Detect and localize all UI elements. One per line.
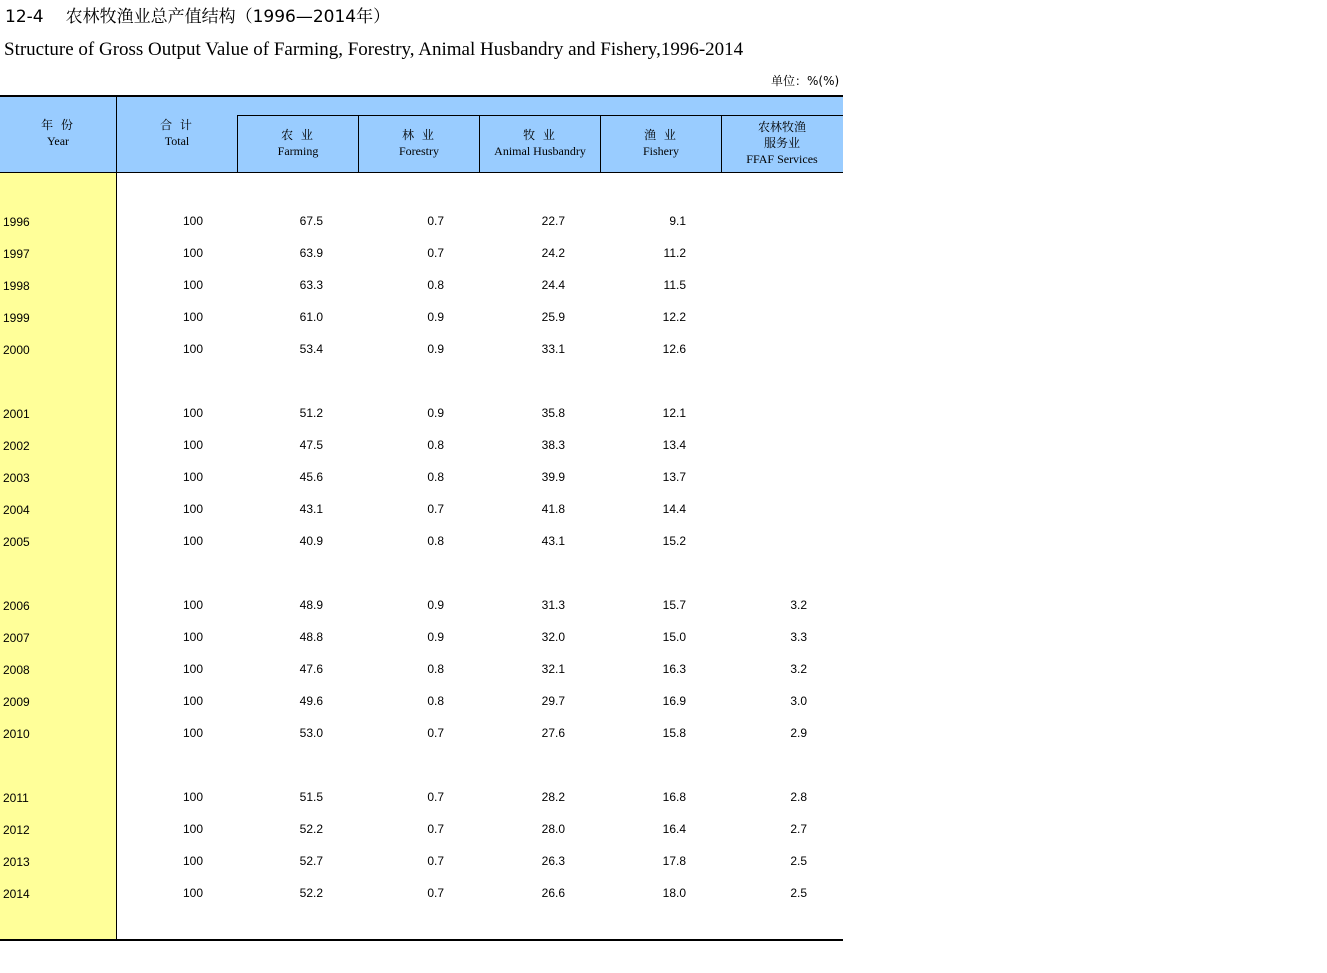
header-year-en: Year	[46, 134, 70, 148]
ffaf-services-cell: 2.5	[790, 854, 807, 868]
fishery-cell: 16.9	[662, 694, 686, 708]
total-cell: 100	[182, 502, 203, 516]
animal-husbandry-cell: 28.2	[541, 790, 565, 804]
year-cell: 2007	[3, 631, 30, 645]
total-cell: 100	[182, 726, 203, 740]
animal-husbandry-cell: 24.2	[541, 246, 565, 260]
fishery-cell: 15.0	[662, 630, 686, 644]
fishery-cell: 18.0	[662, 886, 686, 900]
animal-husbandry-cell: 25.9	[541, 310, 565, 324]
farming-cell: 47.5	[299, 438, 323, 452]
animal-husbandry-cell: 35.8	[541, 406, 565, 420]
farming-cell: 63.9	[299, 246, 323, 260]
forestry-cell: 0.7	[427, 822, 444, 836]
fishery-cell: 14.4	[662, 502, 686, 516]
header-forestry-en: Forestry	[399, 144, 439, 158]
table-title-chinese-text: 农林牧渔业总产值结构（1996—2014年）	[65, 7, 391, 27]
ffaf-services-cell: 3.3	[790, 630, 807, 644]
year-cell: 2010	[3, 727, 30, 741]
year-cell: 2001	[3, 407, 30, 421]
forestry-cell: 0.9	[427, 630, 444, 644]
fishery-cell: 17.8	[662, 854, 686, 868]
header-animal-en: Animal Husbandry	[494, 144, 586, 158]
fishery-cell: 13.7	[662, 470, 686, 484]
ffaf-services-cell: 2.8	[790, 790, 807, 804]
fishery-cell: 16.3	[662, 662, 686, 676]
total-cell: 100	[182, 822, 203, 836]
ffaf-services-cell: 2.5	[790, 886, 807, 900]
header-animal-zh: 牧 业	[523, 128, 557, 142]
table-number: 12-4	[5, 7, 44, 27]
header-farming-en: Farming	[277, 144, 319, 158]
animal-husbandry-cell: 24.4	[541, 278, 565, 292]
header-year-zh: 年 份	[41, 118, 75, 132]
year-cell: 1997	[3, 247, 30, 261]
header-animal-husbandry	[480, 127, 600, 159]
total-cell: 100	[182, 342, 203, 356]
header-fishery-en: Fishery	[643, 144, 679, 158]
fishery-cell: 11.2	[663, 246, 686, 260]
total-cell: 100	[182, 694, 203, 708]
year-cell: 2008	[3, 663, 30, 677]
year-cell: 2000	[3, 343, 30, 357]
header-year	[0, 117, 116, 149]
header-forestry-zh: 林 业	[402, 128, 436, 142]
fishery-cell: 15.2	[662, 534, 686, 548]
year-cell: 1999	[3, 311, 30, 325]
farming-cell: 63.3	[299, 278, 323, 292]
ffaf-services-cell: 3.2	[790, 662, 807, 676]
year-cell: 2009	[3, 695, 30, 709]
farming-cell: 52.2	[299, 886, 323, 900]
total-cell: 100	[182, 470, 203, 484]
total-cell: 100	[182, 278, 203, 292]
year-cell: 2002	[3, 439, 30, 453]
forestry-cell: 0.8	[427, 534, 444, 548]
fishery-cell: 9.1	[669, 214, 686, 228]
ffaf-services-cell: 3.0	[790, 694, 807, 708]
animal-husbandry-cell: 33.1	[541, 342, 565, 356]
total-cell: 100	[182, 662, 203, 676]
total-cell: 100	[182, 214, 203, 228]
farming-cell: 52.7	[299, 854, 323, 868]
forestry-cell: 0.8	[427, 438, 444, 452]
forestry-cell: 0.9	[427, 310, 444, 324]
total-cell: 100	[182, 310, 203, 324]
fishery-cell: 15.7	[662, 598, 686, 612]
header-farming-zh: 农 业	[281, 128, 315, 142]
header-farming	[238, 127, 358, 159]
header-services-zh2: 服务业	[763, 136, 800, 150]
header-total-en: Total	[164, 134, 190, 148]
year-cell: 2013	[3, 855, 30, 869]
table-top-rule	[0, 95, 843, 97]
header-bottom-rule	[0, 172, 843, 173]
table-bottom-rule	[0, 939, 843, 941]
total-cell: 100	[182, 406, 203, 420]
animal-husbandry-cell: 26.3	[541, 854, 565, 868]
forestry-cell: 0.7	[427, 502, 444, 516]
year-cell: 2006	[3, 599, 30, 613]
year-cell: 2011	[3, 791, 29, 805]
animal-husbandry-cell: 26.6	[541, 886, 565, 900]
ffaf-services-cell: 2.9	[790, 726, 807, 740]
header-forestry	[359, 127, 479, 159]
forestry-cell: 0.8	[427, 470, 444, 484]
subheader-rule	[237, 115, 843, 116]
fishery-cell: 12.1	[662, 406, 686, 420]
forestry-cell: 0.8	[427, 278, 444, 292]
farming-cell: 51.5	[299, 790, 323, 804]
forestry-cell: 0.8	[427, 662, 444, 676]
ffaf-services-cell: 3.2	[790, 598, 807, 612]
forestry-cell: 0.7	[427, 726, 444, 740]
animal-husbandry-cell: 39.9	[541, 470, 565, 484]
year-cell: 2003	[3, 471, 30, 485]
farming-cell: 53.4	[299, 342, 323, 356]
total-cell: 100	[182, 598, 203, 612]
year-cell: 1998	[3, 279, 30, 293]
forestry-cell: 0.7	[427, 790, 444, 804]
header-total	[117, 117, 237, 149]
forestry-cell: 0.7	[427, 886, 444, 900]
farming-cell: 48.9	[299, 598, 323, 612]
animal-husbandry-cell: 38.3	[541, 438, 565, 452]
farming-cell: 51.2	[299, 406, 323, 420]
total-cell: 100	[182, 790, 203, 804]
year-cell: 2012	[3, 823, 30, 837]
fishery-cell: 16.4	[662, 822, 686, 836]
fishery-cell: 12.2	[662, 310, 686, 324]
header-services-en: FFAF Services	[746, 152, 818, 166]
fishery-cell: 12.6	[662, 342, 686, 356]
farming-cell: 40.9	[299, 534, 323, 548]
forestry-cell: 0.8	[427, 694, 444, 708]
year-cell: 2005	[3, 535, 30, 549]
total-cell: 100	[182, 534, 203, 548]
animal-husbandry-cell: 31.3	[541, 598, 565, 612]
animal-husbandry-cell: 41.8	[541, 502, 565, 516]
farming-cell: 61.0	[299, 310, 323, 324]
farming-cell: 67.5	[299, 214, 323, 228]
farming-cell: 47.6	[299, 662, 323, 676]
table-title-english: Structure of Gross Output Value of Farming, Forestry, Animal Husbandry and Fishery,1996-2014	[4, 39, 744, 60]
header-fishery	[601, 127, 721, 159]
animal-husbandry-cell: 32.0	[541, 630, 565, 644]
animal-husbandry-cell: 27.6	[541, 726, 565, 740]
animal-husbandry-cell: 22.7	[541, 214, 565, 228]
animal-husbandry-cell: 28.0	[541, 822, 565, 836]
fishery-cell: 15.8	[662, 726, 686, 740]
forestry-cell: 0.9	[427, 406, 444, 420]
farming-cell: 45.6	[299, 470, 323, 484]
farming-cell: 49.6	[299, 694, 323, 708]
total-cell: 100	[182, 886, 203, 900]
farming-cell: 52.2	[299, 822, 323, 836]
total-cell: 100	[182, 246, 203, 260]
forestry-cell: 0.7	[427, 854, 444, 868]
farming-cell: 53.0	[299, 726, 323, 740]
total-cell: 100	[182, 438, 203, 452]
header-total-zh: 合 计	[160, 118, 194, 132]
farming-cell: 48.8	[299, 630, 323, 644]
year-cell: 1996	[3, 215, 30, 229]
fishery-cell: 13.4	[662, 438, 686, 452]
forestry-cell: 0.7	[427, 214, 444, 228]
forestry-cell: 0.9	[427, 342, 444, 356]
forestry-cell: 0.7	[427, 246, 444, 260]
year-cell: 2004	[3, 503, 30, 517]
year-column-divider	[116, 97, 117, 940]
fishery-cell: 11.5	[663, 278, 686, 292]
fishery-cell: 16.8	[662, 790, 686, 804]
header-services-zh1: 农林牧渔	[757, 120, 806, 134]
total-cell: 100	[182, 630, 203, 644]
forestry-cell: 0.9	[427, 598, 444, 612]
total-cell: 100	[182, 854, 203, 868]
animal-husbandry-cell: 32.1	[541, 662, 565, 676]
header-fishery-zh: 渔 业	[644, 128, 678, 142]
header-ffaf-services	[722, 119, 842, 167]
unit-label: 单位：%(%)	[771, 74, 840, 88]
animal-husbandry-cell: 29.7	[541, 694, 565, 708]
farming-cell: 43.1	[299, 502, 323, 516]
animal-husbandry-cell: 43.1	[541, 534, 565, 548]
year-cell: 2014	[3, 887, 30, 901]
ffaf-services-cell: 2.7	[790, 822, 807, 836]
